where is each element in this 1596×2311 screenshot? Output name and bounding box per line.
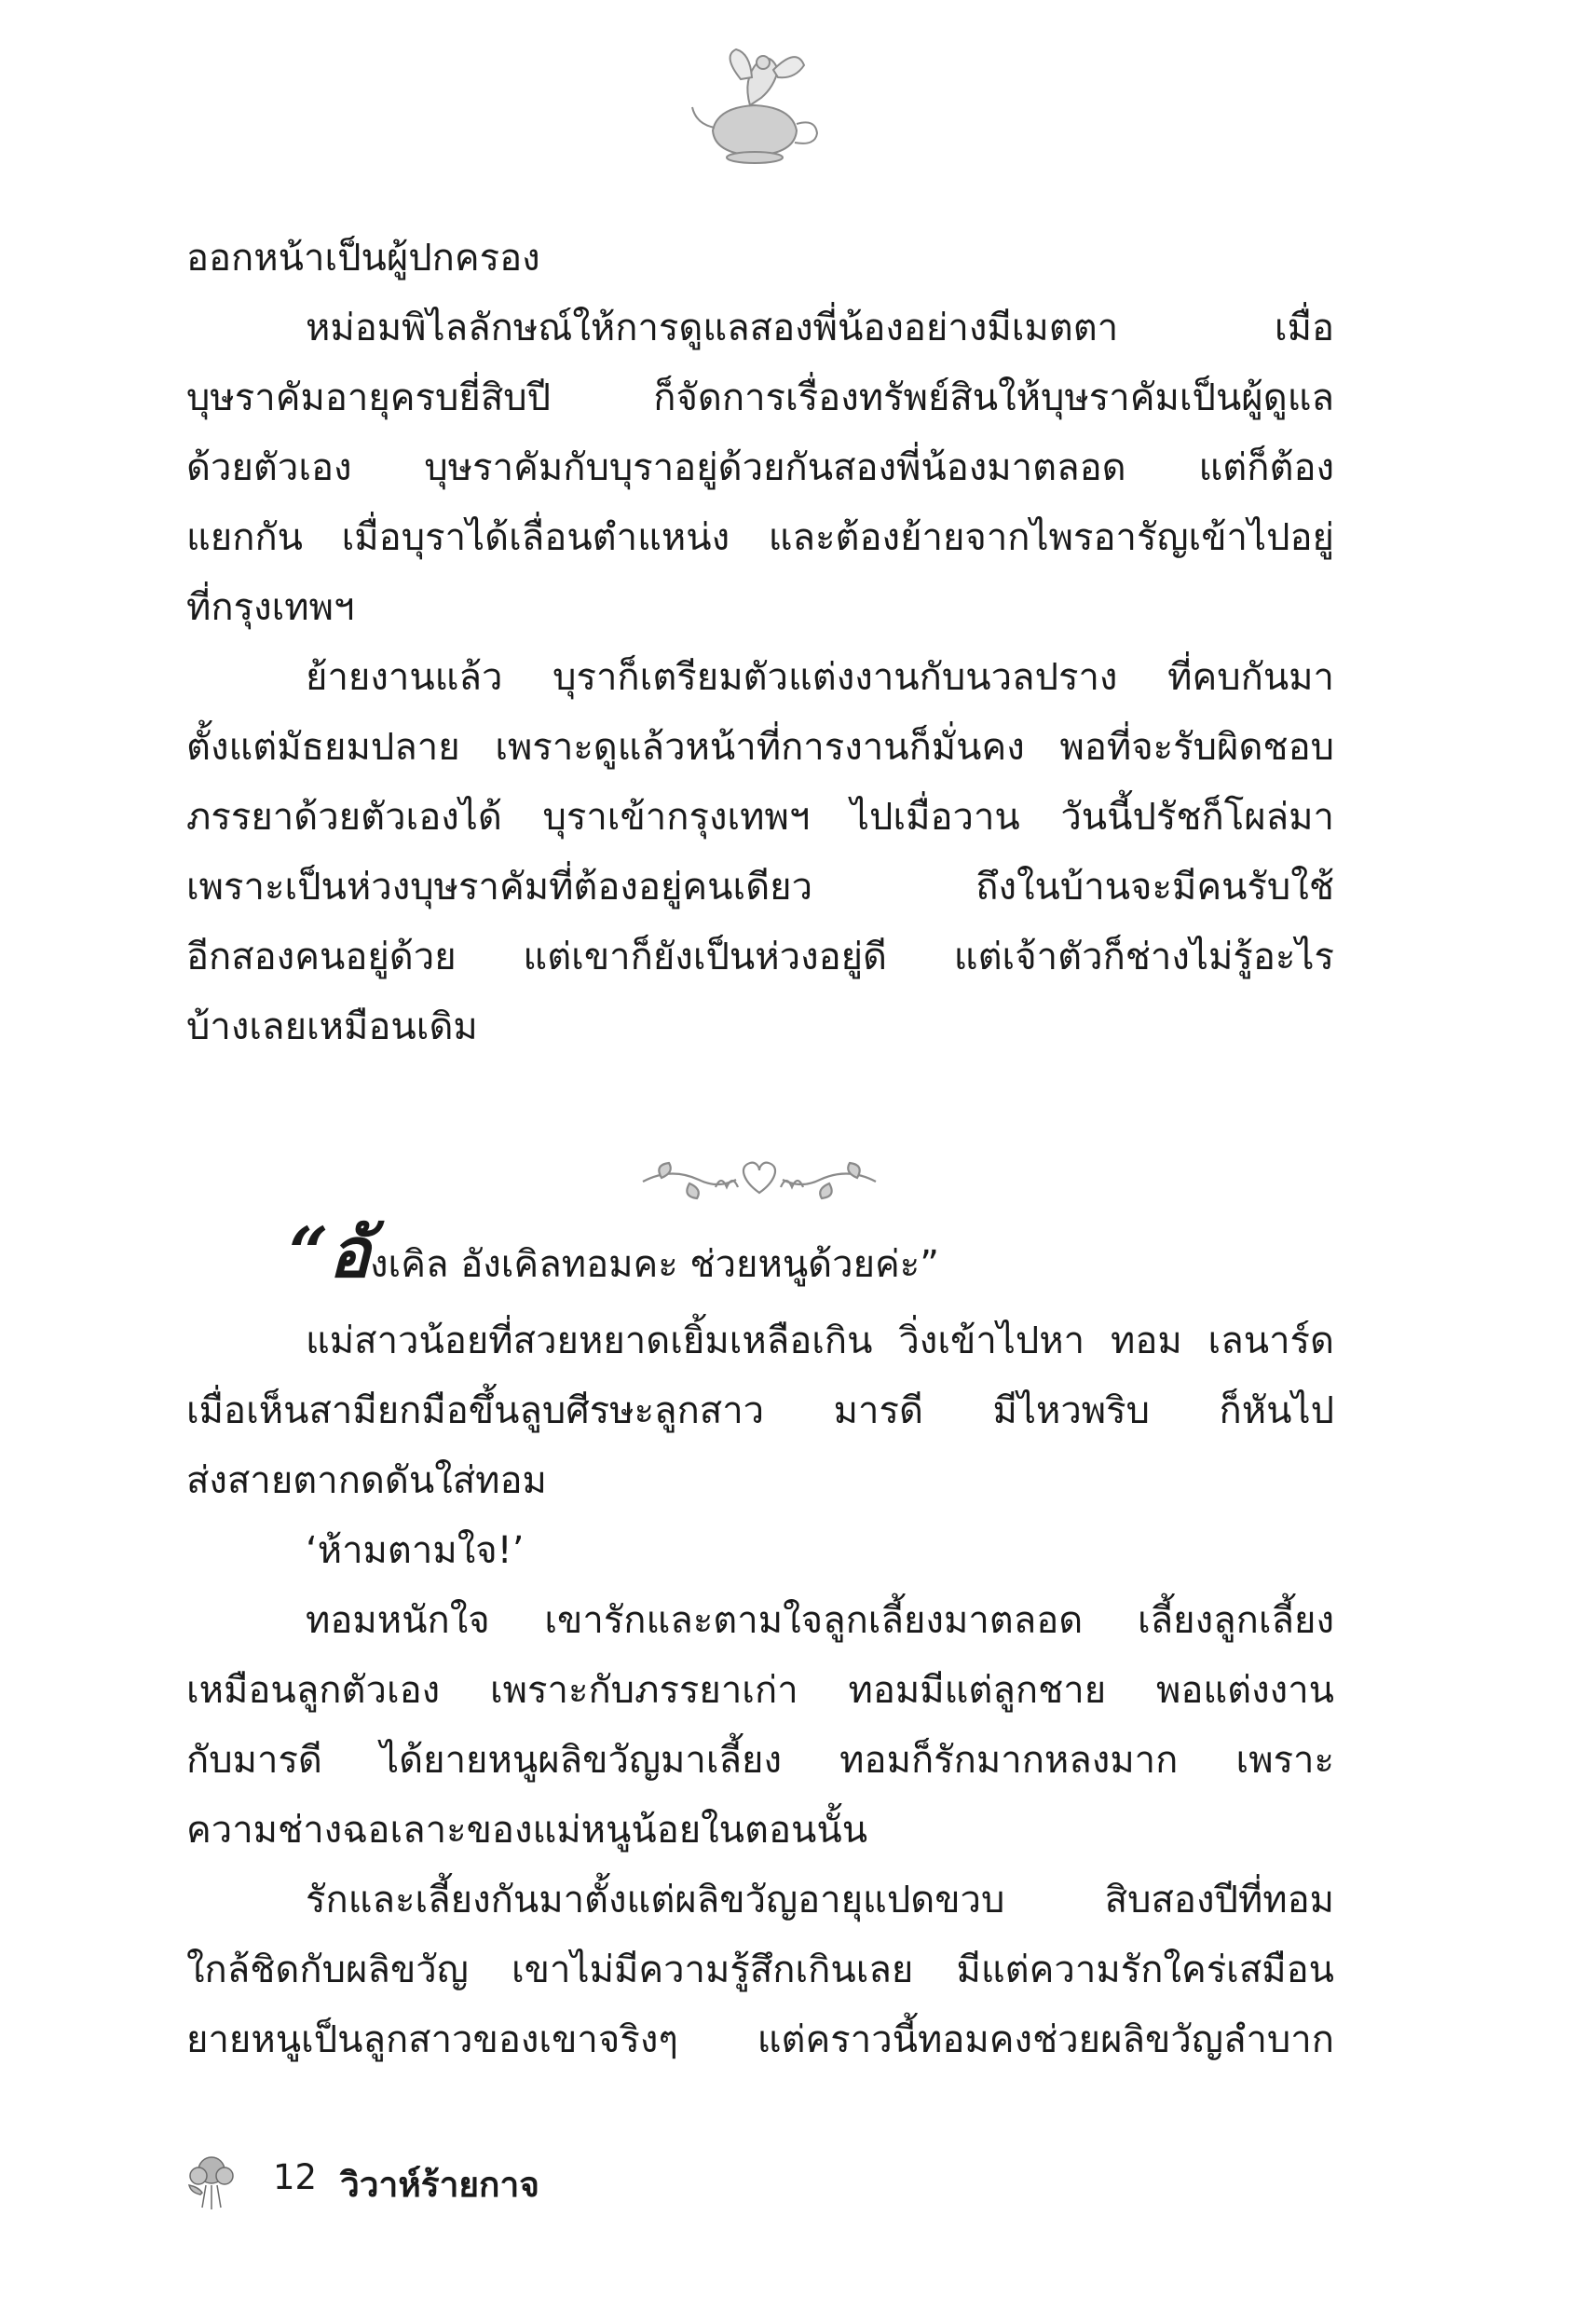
paragraph-line: หม่อมพิไลลักษณ์ให้การดูแลสองพี่น้องอย่างมีเมตตา เมื่อ — [306, 307, 1334, 349]
paragraph-line: ทอมหนักใจ เขารักและตามใจลูกเลี้ยงมาตลอด เลี้ยงลูกเลี้ยง — [306, 1599, 1334, 1642]
paragraph-line: ส่งสายตากดดันใส่ทอม — [186, 1459, 547, 1502]
opening-line-text: งเคิล อังเคิลทอมคะ ช่วยหนูด้วยค่ะ” — [370, 1243, 940, 1286]
paragraph-line: บ้างเลยเหมือนเดิม — [186, 1005, 478, 1048]
paragraph-line: ‘ห้ามตามใจ!’ — [306, 1529, 525, 1572]
paragraph-line: ภรรยาด้วยตัวเองได้ บุราเข้ากรุงเทพฯ ไปเมื่อวาน วันนี้ปรัชก็โผล่มา — [186, 796, 1334, 839]
paragraph-line: ย้ายงานแล้ว บุราก็เตรียมตัวแต่งงานกับนวลปราง ที่คบกันมา — [306, 656, 1334, 699]
paragraph-line: แม่สาวน้อยที่สวยหยาดเยิ้มเหลือเกิน วิ่งเข้าไปหา ทอม เลนาร์ด — [306, 1320, 1334, 1362]
book-title: วิวาห์ร้ายกาจ — [340, 2165, 539, 2205]
paragraph-line: เพราะเป็นห่วงบุษราคัมที่ต้องอยู่คนเดียว ถึงในบ้านจะมีคนรับใช้ — [186, 866, 1334, 909]
paragraph-line: ตั้งแต่มัธยมปลาย เพราะดูแล้วหน้าที่การงานก็มั่นคง พอที่จะรับผิดชอบ — [186, 726, 1334, 769]
paragraph-line: ออกหน้าเป็นผู้ปกครอง — [186, 237, 540, 280]
page-footer — [182, 2148, 741, 2222]
drop-cap: “อั — [289, 1213, 371, 1293]
teapot-fairy-ornament-icon — [685, 42, 825, 172]
paragraph-line: อีกสองคนอยู่ด้วย แต่เขาก็ยังเป็นห่วงอยู่ดี แต่เจ้าตัวก็ช่างไม่รู้อะไร — [186, 936, 1334, 978]
opening-line — [186, 1213, 1334, 1306]
paragraph-line: ใกล้ชิดกับผลิขวัญ เขาไม่มีความรู้สึกเกินเลย มีแต่ความรักใคร่เสมือน — [186, 1949, 1334, 1991]
heart-vine-divider-icon — [634, 1146, 885, 1211]
paragraph-line: ยายหนูเป็นลูกสาวของเขาจริงๆ แต่คราวนี้ทอมคงช่วยผลิขวัญลำบาก — [186, 2018, 1334, 2061]
paragraph-line: บุษราคัมอายุครบยี่สิบปี ก็จัดการเรื่องทรัพย์สินให้บุษราคัมเป็นผู้ดูแล — [186, 376, 1334, 419]
paragraph-line: เมื่อเห็นสามียกมือขึ้นลูบศีรษะลูกสาว มารดี มีไหวพริบ ก็หันไป — [186, 1389, 1334, 1432]
paragraph-line: แยกกัน เมื่อบุราได้เลื่อนตำแหน่ง และต้องย้ายจากไพรอารัญเข้าไปอยู่ — [186, 516, 1334, 559]
paragraph-line: รักและเลี้ยงกันมาตั้งแต่ผลิขวัญอายุแปดขวบ สิบสองปีที่ทอม — [306, 1879, 1334, 1921]
paragraph-line: กับมารดี ได้ยายหนูผลิขวัญมาเลี้ยง ทอมก็รักมากหลงมาก เพราะ — [186, 1739, 1334, 1782]
rose-bouquet-icon — [182, 2148, 241, 2213]
paragraph-line: เหมือนลูกตัวเอง เพราะกับภรรยาเก่า ทอมมีแต่ลูกชาย พอแต่งงาน — [186, 1669, 1334, 1712]
paragraph-line: ความช่างฉอเลาะของแม่หนูน้อยในตอนนั้น — [186, 1809, 868, 1852]
page-number: 12 — [273, 2157, 318, 2197]
section-1-text — [186, 224, 1334, 1062]
paragraph-line: ด้วยตัวเอง บุษราคัมกับบุราอยู่ด้วยกันสองพี่น้องมาตลอด แต่ก็ต้อง — [186, 446, 1334, 489]
section-2-text — [186, 1213, 1334, 2075]
paragraph-line: ที่กรุงเทพฯ — [186, 586, 355, 629]
